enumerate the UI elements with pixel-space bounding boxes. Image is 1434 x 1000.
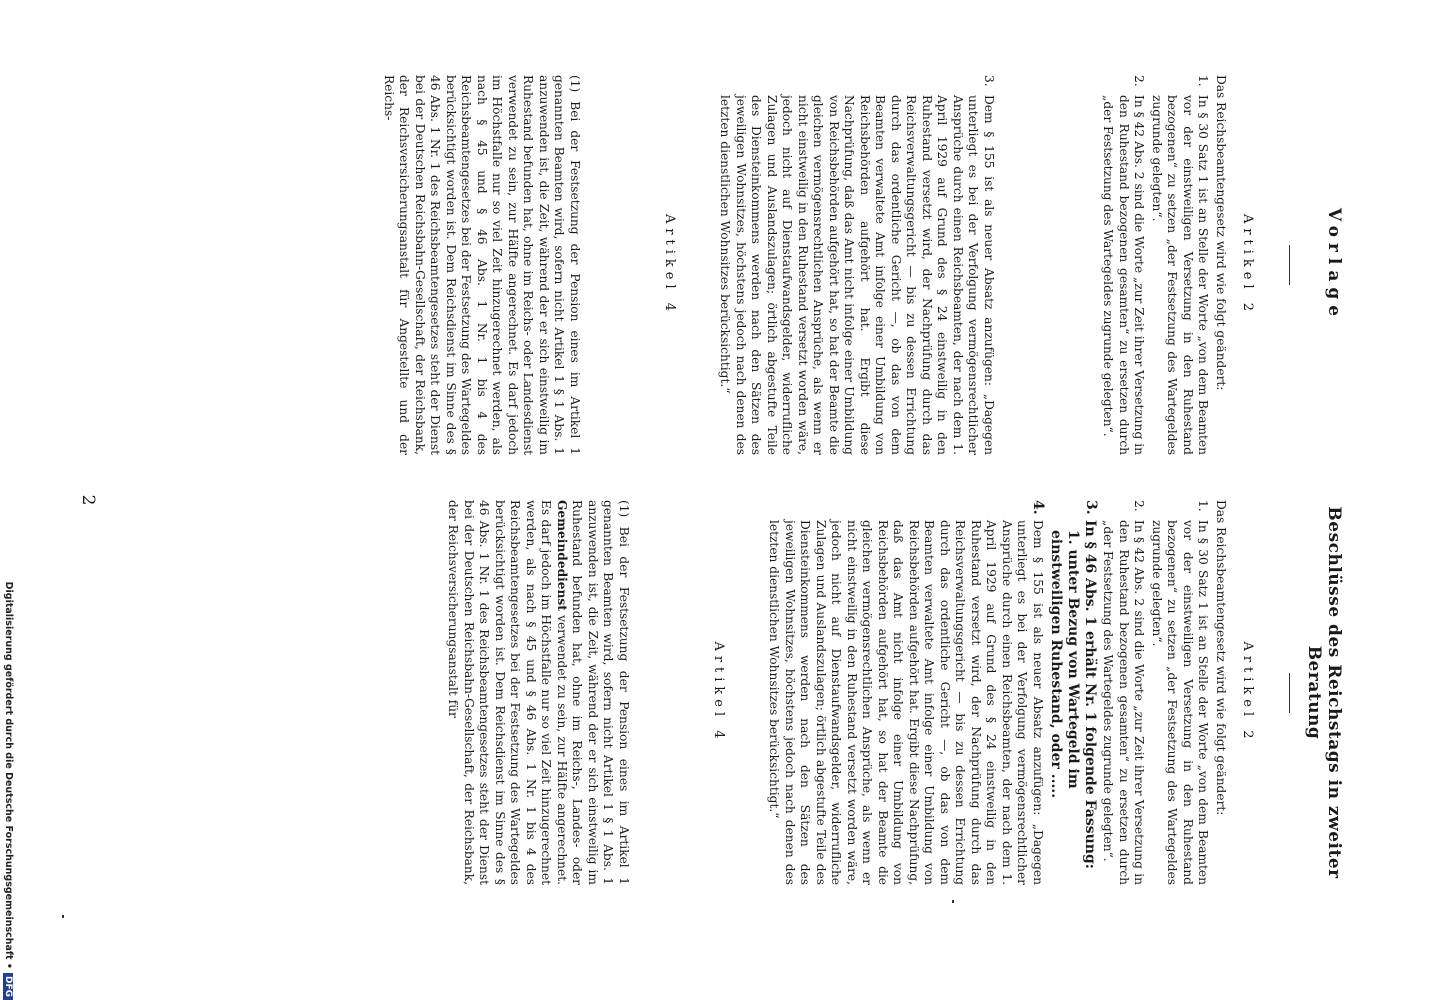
item-text-bold: In § 46 Abs. 1 erhält Nr. 1 folgende Fassung: xyxy=(1082,520,1098,869)
page-number: 2 xyxy=(78,494,98,506)
item-number: 2. xyxy=(1132,500,1147,512)
list-item xyxy=(1149,75,1211,455)
footer-text: Digitalisierung gefördert durch die Deutsche Forschungsgemeinschaft • xyxy=(3,581,14,969)
column-heading-vorlage: Vorlage xyxy=(1324,207,1344,323)
column-beschluesse xyxy=(445,500,1344,885)
article-heading-4: Artikel 4 xyxy=(711,641,726,744)
paragraph-part: (1) Bei der Festsetzung der Pension eines im Artikel 1 genannten Beamten wird, sofern nicht Artikel 1 § 1 Abs. 1 anzuwenden ist, die Zeit, während der er sich einstweilig im Ruhestand befunden hat, ohne im Reichs-, Landes- oder xyxy=(570,500,631,885)
paragraph-part: verwendet zu sein, zur Hälfte angerechnet. Es darf jedoch im Höchstfalle nur so viel Zeit hinzugerechnet werden, als nach § 45 und § 46 Abs. 1 Nr. 1 bis 4 des Reichsbeamtengesetzes bei der Festsetzung des Wartegeldes berücksichtigt worden ist. Dem Reichsdienst im Sinne des § 46 Abs. 1 Nr. 1 des Reichsbeamtengesetzes steht der Dienst bei der Deutschen Reichsbahn-Gesellschaft, der Reichsbank, der Reichsversicherungsanstalt für xyxy=(446,500,569,885)
item-subtext-bold: 1. unter Bezug von Wartegeld im einstweiligen Ruhestand, oder ..... xyxy=(1048,530,1081,799)
item-text: Dem § 155 ist als neuer Absatz anzufügen: „Dagegen unterliegt es bei der Verfolgung vermögensrechtlicher Ansprüche durch einen Reichsbeamten, der nach dem 1. April 1929 auf Grund des § 24 einstweilig in den Ruhestand versetzt wird, der Nachprüfung durch das Reichsverwaltungsgericht — bis zu dessen Errichtung durch das ordentliche Gericht —, ob das von dem Beamten verwaltete Amt infolge einer Umbildung von Reichsbehörden aufgehört hat. Ergibt diese Nachprüfung, daß das Amt nicht infolge einer Umbildung von Reichsbehörden aufgehört hat, so hat der Beamte die gleichen vermögensrechtlichen Ansprüche, als wenn er nicht einstweilig in den Ruhestand versetzt worden wäre, jedoch nicht auf Dienstaufwandsgelder, widerrufliche Zulagen und Auslandszulagen; örtlich abgestufte Teile des Diensteinkommens werden nach den Sätzen des jeweiligen Wohnsitzes, höchstens jedoch nach denen des letzten dienstlichen Wohnsitzes berücksichtigt.“ xyxy=(767,520,1045,885)
article-intro: Das Reichsbeamtengesetz wird wie folgt geändert: xyxy=(1214,500,1228,816)
article-intro: Das Reichsbeamtengesetz wird wie folgt geändert: xyxy=(1214,75,1228,391)
item-text: In § 42 Abs. 2 sind die Worte „zur Zeit ihrer Versetzung in den Ruhestand bezogenen gesamten“ zu ersetzen durch „der Festsetzung des Wartegeldes zugrunde gelegten“. xyxy=(1101,95,1147,455)
list-item xyxy=(1100,500,1147,885)
item-number: 4. xyxy=(1030,500,1046,515)
article-heading-2: Artikel 2 xyxy=(1240,641,1255,744)
column-heading-beschluesse: Beschlüsse des Reichstags in zweiter Beratung xyxy=(1303,506,1344,879)
article-4-paragraph: (1) Bei der Festsetzung der Pension eines im Artikel 1 genannten Beamten wird, sofern nicht Artikel 1 § 1 Abs. 1 anzuwenden ist, die Zeit, während der er sich einstweilig im Ruhestand befunden hat, ohne im Reichs- oder Landesdienst verwendet zu sein, zur Hälfte angerechnet. Es darf jedoch im Höchstfalle nur so viel Zeit hinzugerechnet werden, als nach § 45 und § 46 Abs. 1 Nr. 1 bis 4 des Reichsbeamtengesetzes bei der Festsetzung des Wartegeldes berücksichtigt worden ist. Dem Reichsdienst im Sinne des § 46 Abs. 1 Nr. 1 des Reichsbeamtengesetzes steht der Dienst bei der Deutschen Reichsbahn-Gesellschaft, der Reichsbank, der Reichsversicherungsanstalt für Angestellte und der Reichs- xyxy=(382,75,582,455)
item-number: 3. xyxy=(982,75,996,87)
item-number: 3. xyxy=(1083,500,1099,515)
item-text: Dem § 155 ist als neuer Absatz anzufügen: „Dagegen unterliegt es bei der Verfolgung vermögensrechtlicher Ansprüche durch einen Reichsbeamten, der nach dem 1. April 1929 auf Grund des § 24 einstweilig in den Ruhestand versetzt wird, der Nachprüfung durch das Reichsverwaltungsgericht — bis zu dessen Errichtung durch das ordentliche Gericht —, ob das von dem Beamten verwaltete Amt infolge einer Umbildung von Reichsbehörden aufgehört hat. Ergibt diese Nachprüfung, daß das Amt nicht infolge einer Umbildung von Reichsbehörden aufgehört hat, so hat der Beamte die gleichen vermögensrechtlichen Ansprüche, als wenn er nicht einstweilig in den Ruhestand versetzt worden wäre, jedoch nicht auf Dienstaufwandsgelder, widerrufliche Zulagen und Auslandszulagen; örtlich abgestufte Teile des Diensteinkommens werden nach den Sätzen des jeweiligen Wohnsitzes, höchstens jedoch nach denen des letzten dienstlichen Wohnsitzes berücksichtigt.“ xyxy=(718,95,996,455)
item-text: In § 30 Satz 1 ist an Stelle der Worte „von dem Beamten vor der einstweiligen Versetzung in den Ruhestand bezogenen“ zu setzen „der Festsetzung des Wartegeldes zugrunde gelegten“. xyxy=(1150,520,1211,885)
article-heading-2: Artikel 2 xyxy=(1240,213,1255,317)
list-item xyxy=(766,500,1045,885)
list-item xyxy=(1149,500,1211,885)
column-vorlage xyxy=(381,75,1345,455)
scan-speck xyxy=(62,915,64,918)
item-number: 2. xyxy=(1132,75,1147,87)
digitization-footer xyxy=(3,0,14,1000)
list-item xyxy=(717,75,996,455)
list-item xyxy=(1047,500,1098,885)
list-item xyxy=(1100,75,1147,455)
emphasized-word: Gemeindedienst xyxy=(555,500,569,611)
heading-rule xyxy=(1289,245,1290,285)
item-number: 1. xyxy=(1196,500,1211,512)
item-number: 1. xyxy=(1196,75,1211,87)
article-heading-4: Artikel 4 xyxy=(662,213,677,317)
scan-speck xyxy=(952,900,954,903)
item-text: In § 42 Abs. 2 sind die Worte „zur Zeit ihrer Versetzung in den Ruhestand bezogenen gesamten“ zu ersetzen durch „der Festsetzung des Wartegeldes zugrunde gelegten“. xyxy=(1101,520,1147,885)
heading-rule xyxy=(1289,673,1290,713)
dfg-logo: DFG xyxy=(4,973,14,1000)
item-text: In § 30 Satz 1 ist an Stelle der Worte „von dem Beamten vor der einstweiligen Versetzung in den Ruhestand bezogenen“ zu setzen „der Festsetzung des Wartegeldes zugrunde gelegten“. xyxy=(1150,95,1211,455)
article-4-paragraph xyxy=(445,500,631,885)
